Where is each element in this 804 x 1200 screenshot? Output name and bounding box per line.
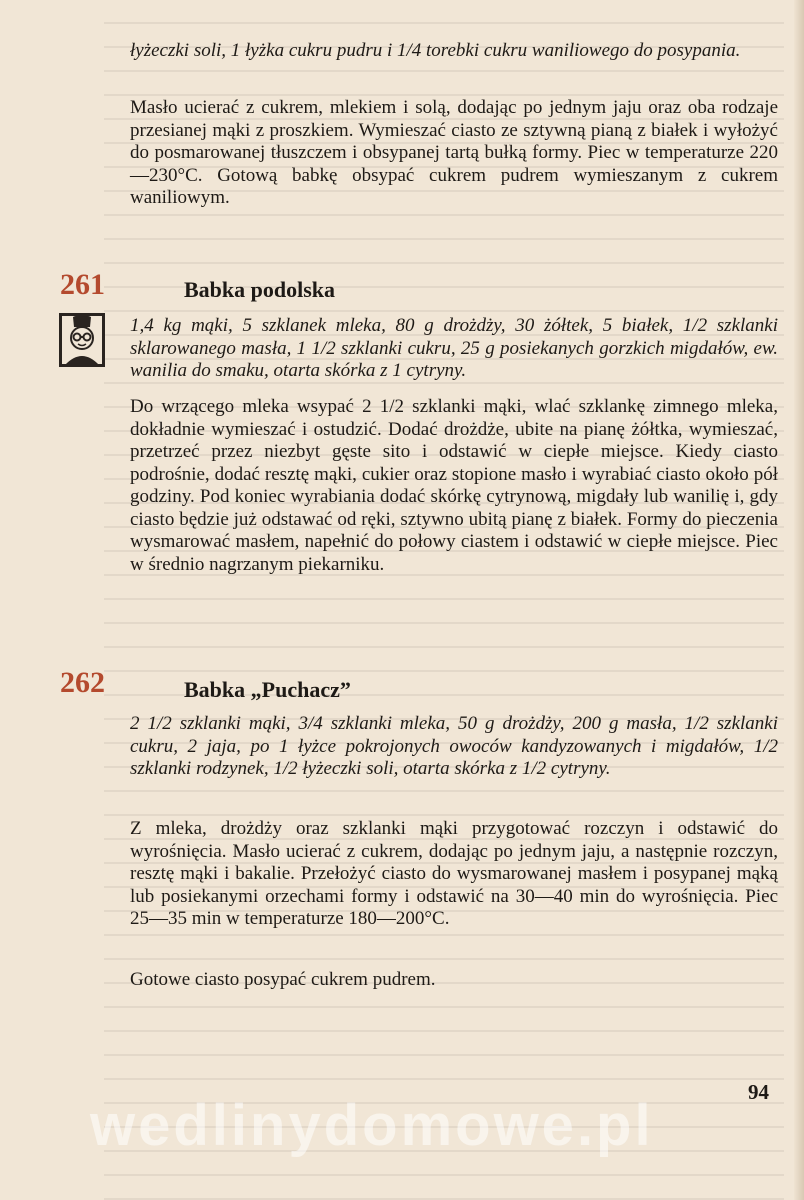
prev-recipe-ingredients-tail: łyżeczki soli, 1 łyżka cukru pudru i 1/4 torebki cukru waniliowego do posypania.	[130, 40, 741, 61]
recipe-title: Babka „Puchacz”	[184, 677, 351, 702]
watermark: wedlinydomowe.pl	[90, 1093, 654, 1158]
recipe-number: 261	[60, 268, 105, 301]
chef-icon	[59, 313, 105, 367]
recipe-title: Babka podolska	[184, 277, 336, 302]
page-number: 94	[748, 1080, 769, 1104]
recipe-method-closing: Gotowe ciasto posypać cukrem pudrem.	[130, 969, 436, 990]
recipe-ingredients: 2 1/2 szklanki mąki, 3/4 szklanki mleka, 50 g drożdży, 200 g masła, 1/2 szklanki cukru, 2 jaja, po 1 łyżce pokrojonych owoców kandyzowanych i migdałów, 1/2 szklanki rodzynek, 1/2 łyżeczki soli, otarta skórka z 1/2 cytryny.	[130, 713, 778, 779]
recipe-method: Z mleka, drożdży oraz szklanki mąki przygotować rozczyn i odstawić do wyrośnięcia. Masło ucierać z cukrem, dodając po jednym jaju, a następnie rozczyn, resztę mąki i bakalie. Przełożyć ciasto do wysmarowanej masłem i posypanej mąką lub posiekanymi orzechami formy i odstawić na 30—40 min do wyrośnięcia. Piec 25—35 min w temperaturze 180—200°C.	[130, 818, 778, 929]
recipe-method: Do wrzącego mleka wsypać 2 1/2 szklanki mąki, wlać szklankę zimnego mleka, dokładnie wymieszać i ostudzić. Dodać drożdże, ubite na pianę żółtka, wymieszać, przetrzeć przez niezbyt gęste sito i odstawić w ciepłe miejsce. Kiedy ciasto podrośnie, dodać resztę mąki, cukier oraz stopione masło i wyrabiać ciasto około pół godziny. Pod koniec wyrabiania dodać skórkę cytrynową, migdały lub wanilię i, gdy ciasto będzie już odstawać od ręki, sztywno ubitą pianę z białek. Formy do pieczenia wysmarować masłem, napełnić do połowy ciastem i odstawić w ciepłe miejsce. Piec w średnio nagrzanym piekarniku.	[130, 396, 778, 575]
prev-recipe-method: Masło ucierać z cukrem, mlekiem i solą, dodając po jednym jaju oraz oba rodzaje przesianej mąki z proszkiem. Wymieszać ciasto ze sztywną pianą z białek i wyłożyć do posmarowanej tłuszczem i obsypanej tartą bułką formy. Piec w temperaturze 220—230°C. Gotową babkę obsypać cukrem pudrem wymieszanym z cukrem waniliowym.	[130, 97, 778, 208]
recipe-ingredients: 1,4 kg mąki, 5 szklanek mleka, 80 g drożdży, 30 żółtek, 5 białek, 1/2 szklanki sklarowanego masła, 1 1/2 szklanki cukru, 25 g posiekanych gorzkich migdałów, ew. wanilia do smaku, otarta skórka z 1 cytryny.	[130, 315, 778, 381]
page-edge	[794, 0, 804, 1200]
recipe-number: 262	[60, 666, 105, 699]
